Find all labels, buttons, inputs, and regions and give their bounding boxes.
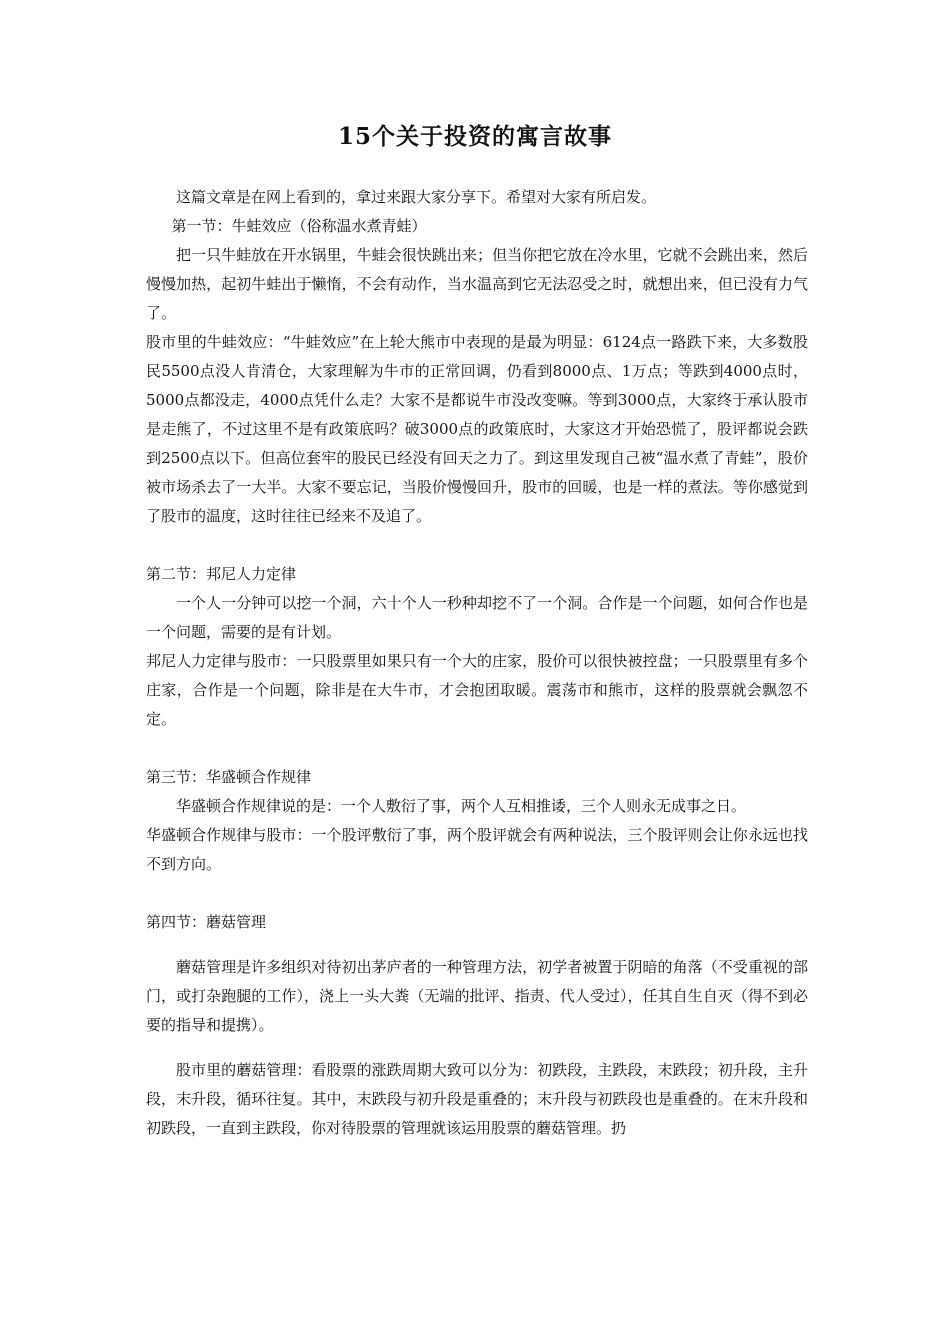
section-2-heading: 第二节：邦尼人力定律 xyxy=(146,565,297,583)
section-2-paragraph-1: 一个人一分钟可以挖一个洞，六十个人一秒种却挖不了一个洞。合作是一个问题，如何合作也是一个问题，需要的是有计划。 xyxy=(146,594,808,641)
section-4-heading: 第四节：蘑菇管理 xyxy=(146,913,267,931)
page-title: 15个关于投资的寓言故事 xyxy=(337,123,612,150)
document-body xyxy=(146,183,808,1143)
section-4-paragraph-1: 蘑菇管理是许多组织对待初出茅庐者的一种管理方法，初学者被置于阴暗的角落（不受重视的部门，或打杂跑腿的工作），浇上一头大粪（无端的批评、指责、代人受过），任其自生自灭（得不到必要的指导和提携）。 xyxy=(146,958,808,1034)
section-4-paragraph-2: 股市里的蘑菇管理：看股票的涨跌周期大致可以分为：初跌段，主跌段，末跌段；初升段，主升段，末升段，循环往复。其中，末跌段与初升段是重叠的；末升段与初跌段也是重叠的。在末升段和初跌段，一直到主跌段，你对待股票的管理就该运用股票的蘑菇管理。扔 xyxy=(146,1061,808,1137)
section-1-heading: 第一节：牛蛙效应（俗称温水煮青蛙） xyxy=(171,217,427,235)
section-1-paragraph-1: 把一只牛蛙放在开水锅里，牛蛙会很快跳出来；但当你把它放在冷水里，它就不会跳出来，然后慢慢加热，起初牛蛙出于懒惰，不会有动作，当水温高到它无法忍受之时，就想出来，但已没有力气了。 xyxy=(146,246,808,322)
section-3-paragraph-2: 华盛顿合作规律与股市：一个股评敷衍了事，两个股评就会有两种说法，三个股评则会让你永远也找不到方向。 xyxy=(146,826,808,873)
intro-paragraph: 这篇文章是在网上看到的，拿过来跟大家分享下。希望对大家有所启发。 xyxy=(176,188,657,206)
section-1-paragraph-2: 股市里的牛蛙效应：“牛蛙效应”在上轮大熊市中表现的是最为明显：6124点一路跌下来，大多数股民5500点没人肯清仓，大家理解为牛市的正常回调，仍看到8000点、1万点；等跌到4000点时，5000点都没走，4000点凭什么走？大家不是都说牛市没改变嘛。等到3000点，大家终于承认股市是走熊了，不过这里不是有政策底吗？破3000点的政策底时，大家这才开始恐慌了，股评都说会跌到2500点以下。但高位套牢的股民已经没有回天之力了。到这里发现自己被“温水煮了青蛙”，股价被市场杀去了一大半。大家不要忘记，当股价慢慢回升，股市的回暖，也是一样的煮法。等你感觉到了股市的温度，这时往往已经来不及追了。 xyxy=(146,333,808,525)
section-3-paragraph-1: 华盛顿合作规律说的是：一个人敷衍了事，两个人互相推诿，三个人则永无成事之日。 xyxy=(176,797,747,815)
section-2-paragraph-2: 邦尼人力定律与股市：一只股票里如果只有一个大的庄家，股价可以很快被控盘；一只股票里有多个庄家，合作是一个问题，除非是在大牛市，才会抱团取暖。震荡市和熊市，这样的股票就会飘忽不定。 xyxy=(146,652,808,728)
section-3-heading: 第三节：华盛顿合作规律 xyxy=(146,768,312,786)
